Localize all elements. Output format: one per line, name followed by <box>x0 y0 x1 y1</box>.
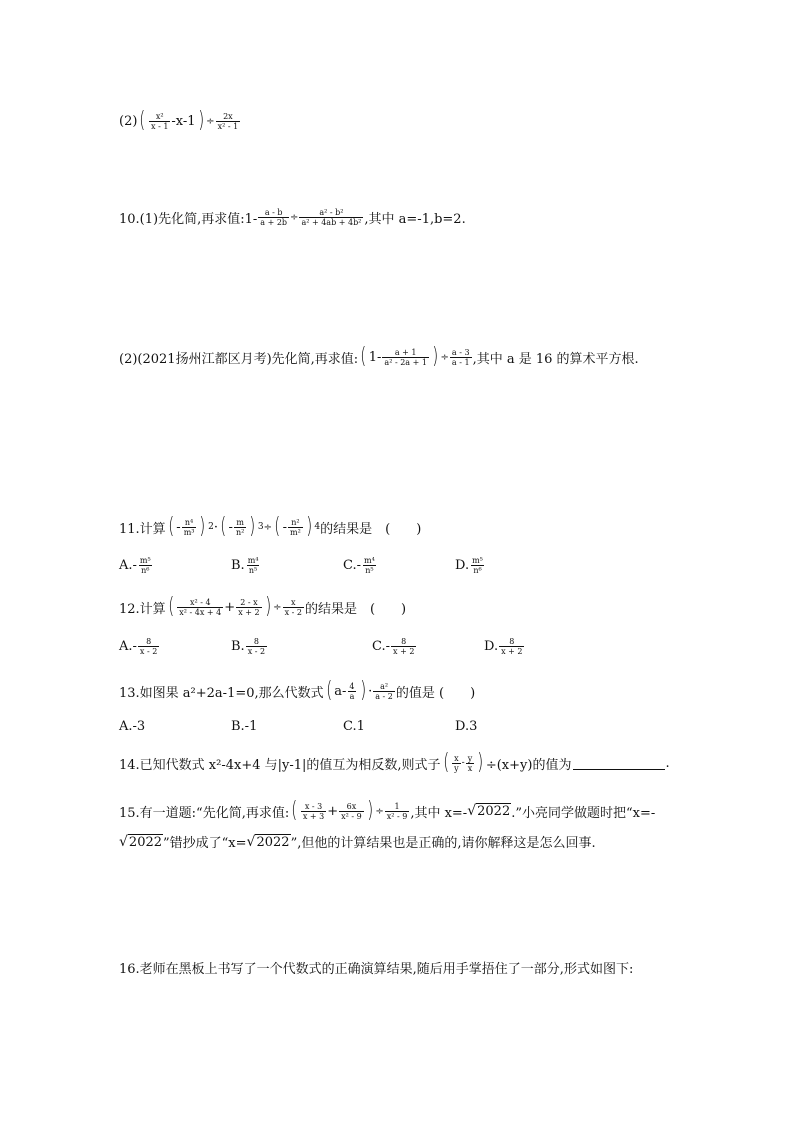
fraction: $\frac{\text{n²}}{\text{m²}}$ <box>290 517 301 537</box>
operator: + <box>224 599 236 615</box>
right-paren: ) <box>367 798 374 823</box>
left-paren: ( <box>167 594 174 619</box>
fraction: $\frac{x - 3}{x + 3}$ <box>302 801 325 821</box>
square-root: √ 2022 <box>246 833 290 850</box>
operator: + <box>327 803 339 819</box>
fraction: $\frac{2 - x}{x + 2}$ <box>238 597 260 617</box>
question-tail: ,其中 a=-1,b=2. <box>364 212 466 227</box>
right-paren: ) <box>249 514 256 539</box>
question-text: .”小亮同学做题时把“x=- <box>511 805 656 821</box>
question-16 <box>119 958 633 977</box>
fraction: $\frac{a + 1}{\text{a² - 2a + 1}}$ <box>384 347 427 367</box>
fraction: $\frac{\text{a²}}{a - 2}$ <box>375 681 393 701</box>
square-root: √ 2022 <box>467 803 511 819</box>
right-paren: ) <box>199 514 206 539</box>
question-text: 14.已知代数式 x²-4x+4 与|y-1|的值互为相反数,则式子 <box>119 757 441 773</box>
question-label: 10.(1)先化简,再求值:1- <box>119 212 258 227</box>
expression-term: 1- <box>368 349 382 365</box>
left-paren: ( <box>274 514 281 539</box>
left-paren: ( <box>360 344 367 369</box>
right-paren: ) <box>477 750 484 775</box>
question-label: 13.如图果 a²+2a-1=0,那么代数式 <box>119 685 324 701</box>
fraction: $\frac{1}{\text{x² - 9}}$ <box>386 801 408 821</box>
expression-term: a- <box>334 683 347 699</box>
option-c[interactable]: C.- $\frac{8}{x + 2}$ <box>372 637 415 656</box>
option-b[interactable]: B. $\frac{\text{m⁴}}{\text{n⁵}}$ <box>231 556 259 575</box>
operator: ÷ <box>290 212 299 223</box>
fraction: $\frac{x}{y}$ <box>454 753 459 773</box>
left-paren: ( <box>291 798 298 823</box>
question-label: 12.计算 <box>119 601 166 617</box>
right-paren: ) <box>264 594 271 619</box>
question-11: 11.计算 ( - $\frac{\text{n⁴}}{\text{m³}}$ ) 2 · ( - $\frac{m}{\text{n²}}$ ) 3 ÷ ( - $\frac{\text{n²}}{\text{m²}}$ ) 4 的结果是 ( ) <box>119 514 422 539</box>
right-paren: ) <box>306 514 313 539</box>
fraction: $\frac{x}{x - 2}$ <box>284 597 302 617</box>
expression-term: -x-1 <box>171 113 196 129</box>
square-root: √ 2022 <box>119 833 163 850</box>
operator: · <box>213 519 218 535</box>
question-text: 16.老师在黑板上书写了一个代数式的正确演算结果,随后用手掌捂住了一部分,形式如图下: <box>119 962 634 977</box>
question-label: 15.有一道题:“先化简,再求值: <box>119 805 290 821</box>
option-c[interactable]: C.- $\frac{\text{m⁴}}{\text{n⁵}}$ <box>343 556 375 575</box>
fraction: $\frac{2x}{\text{x² - 1}}$ <box>217 111 239 131</box>
question-15-line-1 <box>119 800 655 822</box>
exponent: 3 <box>257 522 264 532</box>
question-tail: ÷(x+y)的值为 <box>485 757 572 773</box>
exponent: 2 <box>208 522 214 532</box>
option-a[interactable]: A.-3 <box>119 719 146 734</box>
question-13 <box>119 680 475 702</box>
left-paren: ( <box>325 678 332 703</box>
question-text: ,其中 x=- <box>410 805 468 821</box>
question-label: 11.计算 <box>119 521 166 537</box>
question-text: ”,但他的计算结果也是正确的,请你解释这是怎么回事. <box>290 836 596 851</box>
fraction: $\frac{y}{x}$ <box>467 753 473 773</box>
question-12 <box>119 596 406 618</box>
option-a[interactable]: A.- $\frac{\text{m⁵}}{\text{n⁶}}$ <box>119 556 151 575</box>
fraction: $\frac{\text{a² - b²}}{\text{a² + 4ab + 4b²}}$ <box>301 208 362 227</box>
left-paren: ( <box>220 514 227 539</box>
option-d[interactable]: D. $\frac{8}{x + 2}$ <box>484 637 523 656</box>
question-tail: 的值是 ( ) <box>395 685 476 701</box>
exponent: 4 <box>314 522 321 532</box>
right-paren: ) <box>359 678 366 703</box>
question-tail: 的结果是 ( ) <box>304 601 407 617</box>
operator: ÷ <box>263 521 273 533</box>
operator: ÷ <box>440 351 449 363</box>
fraction: $\frac{4}{a}$ <box>349 681 355 701</box>
question-label: (2) <box>119 113 138 129</box>
option-c[interactable]: C.1 <box>343 719 365 734</box>
option-d[interactable]: D. $\frac{\text{m⁵}}{\text{n⁶}}$ <box>455 556 483 575</box>
right-paren: ) <box>197 108 204 133</box>
operator: ÷ <box>375 805 384 817</box>
operator: - <box>461 758 465 768</box>
left-paren: ( <box>139 108 146 133</box>
option-b[interactable]: B. $\frac{8}{x - 2}$ <box>231 637 266 656</box>
operator: · <box>368 683 373 699</box>
answer-blank[interactable] <box>573 757 665 770</box>
option-b[interactable]: B.-1 <box>231 719 258 734</box>
fraction: $\frac{\text{x²}}{x - 1}$ <box>151 111 169 131</box>
right-paren: ) <box>432 344 439 369</box>
option-d[interactable]: D.3 <box>455 719 478 734</box>
operator: ÷ <box>273 601 282 613</box>
fraction: $\frac{m}{\text{n²}}$ <box>235 517 245 537</box>
question-label: (2)(2021扬州江都区月考)先化简,再求值: <box>119 351 359 367</box>
question-10-part-2 <box>119 346 639 368</box>
option-a[interactable]: A.- $\frac{8}{x - 2}$ <box>119 637 158 656</box>
fraction: $\frac{6x}{\text{x² - 9}}$ <box>341 801 362 821</box>
fraction: $\frac{\text{n⁴}}{\text{m³}}$ <box>183 517 195 537</box>
question-9-part-2 <box>119 110 241 132</box>
fraction: $\frac{\text{x² - 4}}{\text{x² - 4x + 4}}$ <box>179 597 222 617</box>
operator: ÷ <box>206 115 215 127</box>
fraction: $\frac{a - b}{a + 2b}$ <box>260 208 288 227</box>
left-paren: ( <box>167 514 174 539</box>
question-tail: 的结果是 ( ) <box>320 521 422 537</box>
fraction: $\frac{a - 3}{a - 1}$ <box>451 347 470 367</box>
question-14: 14.已知代数式 x²-4x+4 与|y-1|的值互为相反数,则式子 ( $\frac{x}{y}$ - $\frac{y}{x}$ ) ÷(x+y)的值为 . <box>119 750 670 775</box>
question-15-line-2 <box>119 832 596 851</box>
left-paren: ( <box>442 750 449 775</box>
question-text: ”错抄成了“x= <box>163 836 247 851</box>
question-tail: ,其中 a 是 16 的算术平方根. <box>472 351 639 367</box>
question-10-part-1 <box>119 208 466 227</box>
